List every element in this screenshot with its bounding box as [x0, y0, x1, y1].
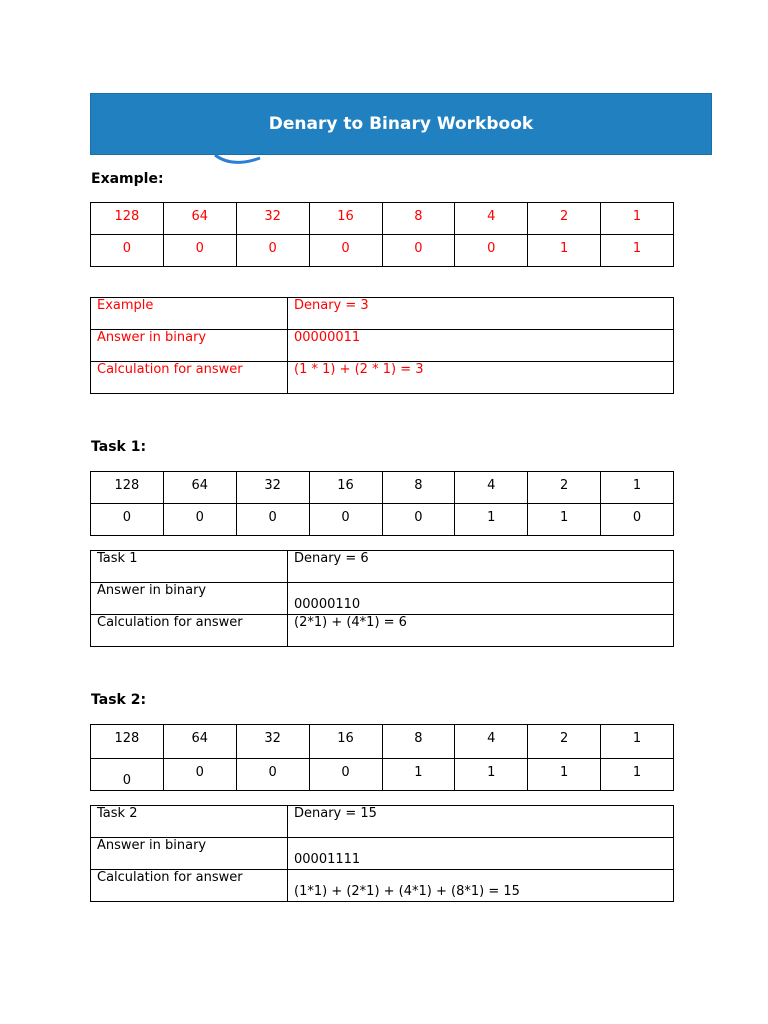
place-value: 64 — [163, 472, 236, 504]
bit-cell: 0 — [91, 235, 164, 267]
bit-cell: 0 — [163, 235, 236, 267]
place-value: 8 — [382, 472, 455, 504]
place-value: 32 — [236, 472, 309, 504]
place-value: 2 — [528, 472, 601, 504]
bit-cell: 0 — [163, 759, 236, 791]
task2-label: Task 2: — [91, 692, 147, 708]
row-value: 00000110 — [294, 597, 361, 612]
row-key: Calculation for answer — [91, 870, 288, 902]
place-value: 16 — [309, 725, 382, 759]
bit-cell: 0 — [236, 235, 309, 267]
place-value: 4 — [455, 725, 528, 759]
place-value: 128 — [91, 472, 164, 504]
bit-cell: 1 — [601, 759, 674, 791]
place-value: 1 — [601, 472, 674, 504]
bit-cell: 0 — [382, 235, 455, 267]
task1-info-table — [90, 550, 674, 647]
row-value: (1 * 1) + (2 * 1) = 3 — [288, 362, 674, 394]
row-key: Answer in binary — [91, 330, 288, 362]
place-value: 2 — [528, 203, 601, 235]
bit-cell: 0 — [455, 235, 528, 267]
row-value-cell — [288, 838, 674, 870]
bit-cell: 1 — [528, 235, 601, 267]
title-banner — [90, 93, 712, 155]
place-value: 32 — [236, 725, 309, 759]
bit-cell: 1 — [455, 504, 528, 536]
page-title: Denary to Binary Workbook — [268, 114, 534, 134]
bit-cell: 0 — [309, 504, 382, 536]
place-value: 128 — [91, 725, 164, 759]
task1-label: Task 1: — [91, 439, 147, 455]
bit-cell: 0 — [309, 759, 382, 791]
row-value: Denary = 6 — [288, 551, 674, 583]
bit-cell: 0 — [91, 504, 164, 536]
place-value: 4 — [455, 472, 528, 504]
bit-cell: 0 — [91, 759, 164, 791]
bit-cell: 1 — [601, 235, 674, 267]
bit-cell: 0 — [236, 504, 309, 536]
task2-bits-table — [90, 724, 674, 791]
row-key: Calculation for answer — [91, 362, 288, 394]
place-value: 1 — [601, 203, 674, 235]
example-info-table — [90, 297, 674, 394]
place-value: 64 — [163, 725, 236, 759]
place-value: 8 — [382, 725, 455, 759]
row-value: 00000011 — [288, 330, 674, 362]
row-value: (2*1) + (4*1) = 6 — [288, 615, 674, 647]
swoosh-graphic — [212, 150, 272, 170]
place-value: 128 — [91, 203, 164, 235]
task1-bits-table — [90, 471, 674, 536]
row-value: (1*1) + (2*1) + (4*1) + (8*1) = 15 — [294, 884, 520, 899]
bit-cell: 0 — [309, 235, 382, 267]
bit-cell: 0 — [382, 504, 455, 536]
row-value: Denary = 3 — [288, 298, 674, 330]
task2-info-table — [90, 805, 674, 902]
row-key: Task 1 — [91, 551, 288, 583]
place-value: 64 — [163, 203, 236, 235]
row-value-cell — [288, 870, 674, 902]
row-key: Calculation for answer — [91, 615, 288, 647]
bit-cell: 1 — [528, 504, 601, 536]
bit-cell: 0 — [601, 504, 674, 536]
bit-cell: 1 — [382, 759, 455, 791]
row-key: Answer in binary — [91, 583, 288, 615]
bit-cell: 0 — [163, 504, 236, 536]
example-bits-table — [90, 202, 674, 267]
bit-cell: 1 — [528, 759, 601, 791]
place-value: 8 — [382, 203, 455, 235]
row-value: Denary = 15 — [288, 806, 674, 838]
row-key: Task 2 — [91, 806, 288, 838]
row-value-cell — [288, 583, 674, 615]
place-value: 1 — [601, 725, 674, 759]
place-value: 2 — [528, 725, 601, 759]
place-value: 16 — [309, 203, 382, 235]
row-key: Example — [91, 298, 288, 330]
bit-cell: 1 — [455, 759, 528, 791]
row-key: Answer in binary — [91, 838, 288, 870]
bit-cell: 0 — [236, 759, 309, 791]
example-label: Example: — [91, 171, 164, 187]
place-value: 4 — [455, 203, 528, 235]
row-value: 00001111 — [294, 852, 361, 867]
place-value: 32 — [236, 203, 309, 235]
place-value: 16 — [309, 472, 382, 504]
